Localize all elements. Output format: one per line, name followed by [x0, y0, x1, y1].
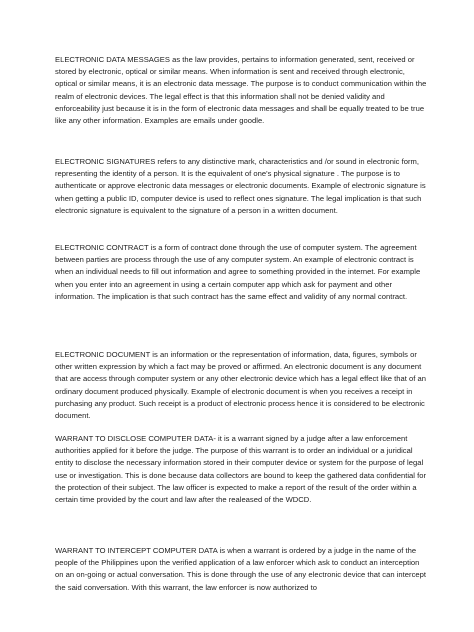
paragraph-electronic-signatures: ELECTRONIC SIGNATURES refers to any distinctive mark, characteristics and /or sound in electronic form, representing the identity of a person. It is the equivalent of one's physical signature . The purpose is to authenticate or approve electronic data messages or electronic documents. Example of electronic signature is when getting a public ID, computer device is used to reflect ones signature. The legal implication is that such electronic signature is equivalent to the signature of a person in a written document.: [55, 157, 426, 215]
paragraph-warrant-to-disclose: WARRANT TO DISCLOSE COMPUTER DATA- it is a warrant signed by a judge after a law enforcement authorities applied for it before the judge. The purpose of this warrant is to order an individual or a juridical entity to disclose the necessary information stored in their computer device or system for the purpose of legal use or investigation. This is done because data collectors are bound to keep the gathered data confidential for the protection of their subject. The law officer is expected to make a report of the result of the order within a certain time provided by the court and law after the realeased of the WDCD.: [55, 434, 427, 505]
paragraph-warrant-to-intercept: WARRANT TO INTERCEPT COMPUTER DATA is when a warrant is ordered by a judge in the name of the people of the Philippines upon the verified application of a law enforcer which ask to conduct an interception on an on-going or actual conversation. This is done through the use of any electronic device that can intercept the said conversation. With this warrant, the law enforcer is now authorized to: [55, 546, 427, 592]
paragraph-electronic-contract: ELECTRONIC CONTRACT is a form of contract done through the use of computer system. The agreement between parties are process through the use of any computer system. An example of electronic contract is when an individual needs to fill out information and agree to something provided in the internet. For example when you enter into an agreement in using a certain computer app which ask for payment and other information. The implication is that such contract has the same effect and validity of any normal contract.: [55, 243, 421, 301]
paragraph-electronic-data-messages: ELECTRONIC DATA MESSAGES as the law provides, pertains to information generated, sent, received or stored by electronic, optical or similar means. When information is sent and received through electronic, optical or similar means, it is an electronic data message. The purpose is to conduct communication within the realm of electronic devices. The legal effect is that this information shall not be denied validity and enforceability just because it is in the form of electronic data messages and shall be equally treated to be true like any other information. Examples are emails under goodle.: [55, 55, 427, 126]
paragraph-electronic-document: ELECTRONIC DOCUMENT is an information or the representation of information, data, figures, symbols or other written expression by which a fact may be proved or affirmed. An electronic document is any document that are access through computer system or any other electronic device which has a legal effect like that of an ordinary document produced physically. Example of electronic document is when you receives a receipt in purchasing any product. Such receipt is a product of electronic process hence it is considered to be electronic document.: [55, 350, 426, 421]
